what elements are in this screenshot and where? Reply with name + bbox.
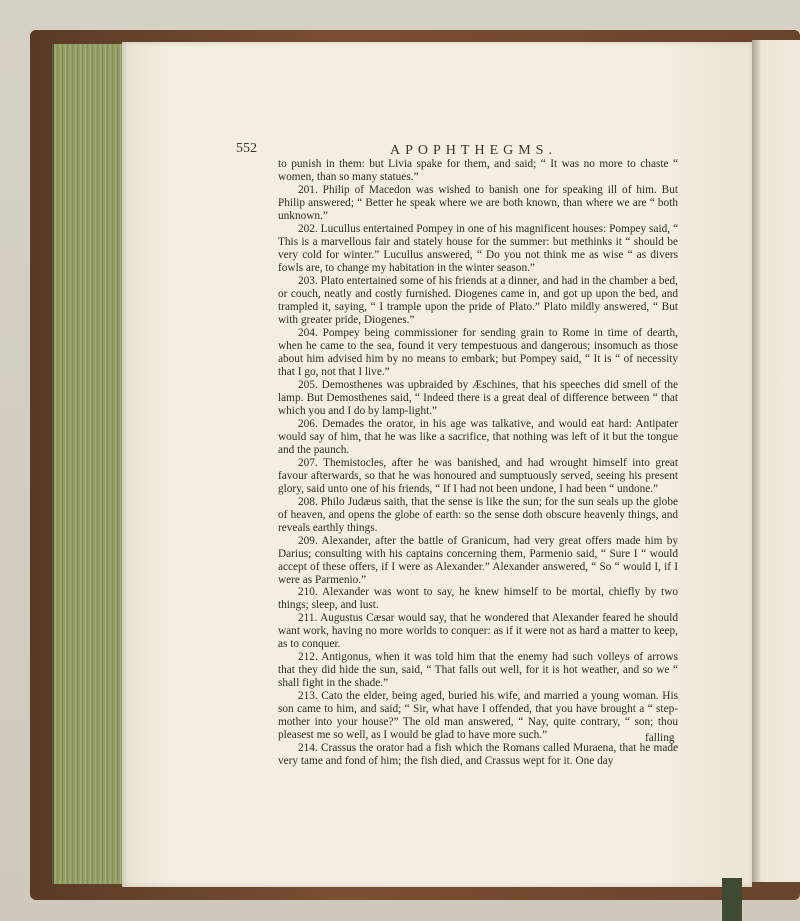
paragraph: 213. Cato the elder, being aged, buried his wife, and married a young woman. His son came to him, and said; “ Sir, what have I offended, that you have brought a “ step-mother into your house?” The old man answered, “ Nay, quite contrary, “ son; thou pleasest me so well, as I would be glad to have more such.” — [278, 690, 678, 742]
paragraph: 206. Demades the orator, in his age was talkative, and would eat hard: Antipater would say of him, that he was like a sacrifice, that nothing was left of it but the tongue and the paunch. — [278, 417, 678, 456]
paragraph: 211. Augustus Cæsar would say, that he wondered that Alexander feared he should want work, having no more worlds to conquer: as if it were not as hard a matter to keep, as to conquer. — [278, 612, 678, 651]
paragraph: 214. Crassus the orator had a fish which the Romans called Muraena, that he made very tame and fond of him; the fish died, and Crassus wept for it. One day — [278, 742, 678, 768]
bookmark-ribbon — [722, 878, 742, 921]
page-edges — [52, 44, 124, 884]
page-number: 552 — [236, 141, 257, 156]
paragraph: 203. Plato entertained some of his friends at a dinner, and had in the chamber a bed, or couch, neatly and costly furnished. Diogenes came in, and got up upon the bed, and trampled it, saying, “ I trample upon the pride of Plato.” Plato mildly answered, “ But with greater pride, Diogenes.” — [278, 274, 678, 326]
paragraph: 201. Philip of Macedon was wished to banish one for speaking ill of him. But Philip answered; “ Better he speak where we are both known, than where we are “ both unknown.” — [278, 183, 678, 222]
facing-page-edge — [752, 40, 800, 882]
paragraph: 212. Antigonus, when it was told him that the enemy had such volleys of arrows that they did hide the sun, said, “ That falls out well, for it is hot weather, and so we “ shall fight in the shade.” — [278, 651, 678, 690]
paragraph: 207. Themistocles, after he was banished, and had wrought himself into great favour afterwards, so that he was honoured and sumptuously served, seeing his present glory, said unto one of his friends, “ If I had not been undone, I had been “ undone.” — [278, 456, 678, 495]
page-text — [278, 158, 678, 768]
paragraph: 204. Pompey being commissioner for sending grain to Rome in time of dearth, when he came to the sea, found it very tempestuous and dangerous; insomuch as those about him advised him by no means to embark; but Pompey said, “ It is “ of necessity that I go, not that I live.” — [278, 326, 678, 378]
paragraph: 205. Demosthenes was upbraided by Æschines, that his speeches did smell of the lamp. But Demosthenes said, “ Indeed there is a great deal of difference between “ that which you and I do by lamp-light.” — [278, 378, 678, 417]
running-head: APOPHTHEGMS. — [390, 143, 557, 158]
paragraph: 210. Alexander was wont to say, he knew himself to be mortal, chiefly by two things; sleep, and lust. — [278, 586, 678, 612]
paragraph: 208. Philo Judæus saith, that the sense is like the sun; for the sun seals up the globe of heaven, and opens the globe of earth: so the sense doth obscure heavenly things, and reveals earthly things. — [278, 495, 678, 534]
catchword: falling — [645, 732, 675, 744]
paragraph: 209. Alexander, after the battle of Granicum, had very great offers made him by Darius; consulting with his captains concerning them, Parmenio said, “ Sure I “ would accept of these offers, if I were as Alexander.” Alexander answered, “ So “ would I, if I were as Parmenio.” — [278, 534, 678, 586]
paragraph: to punish in them: but Livia spake for them, and said; “ It was no more to chaste “ women, than so many statues.” — [278, 158, 678, 183]
paragraph: 202. Lucullus entertained Pompey in one of his magnificent houses: Pompey said, “ This is a marvellous fair and stately house for the summer: but methinks it “ should be very cold for winter.” Lucullus answered, “ Do you not think me as wise “ as divers fowls are, to change my habitation in the winter season.” — [278, 222, 678, 274]
